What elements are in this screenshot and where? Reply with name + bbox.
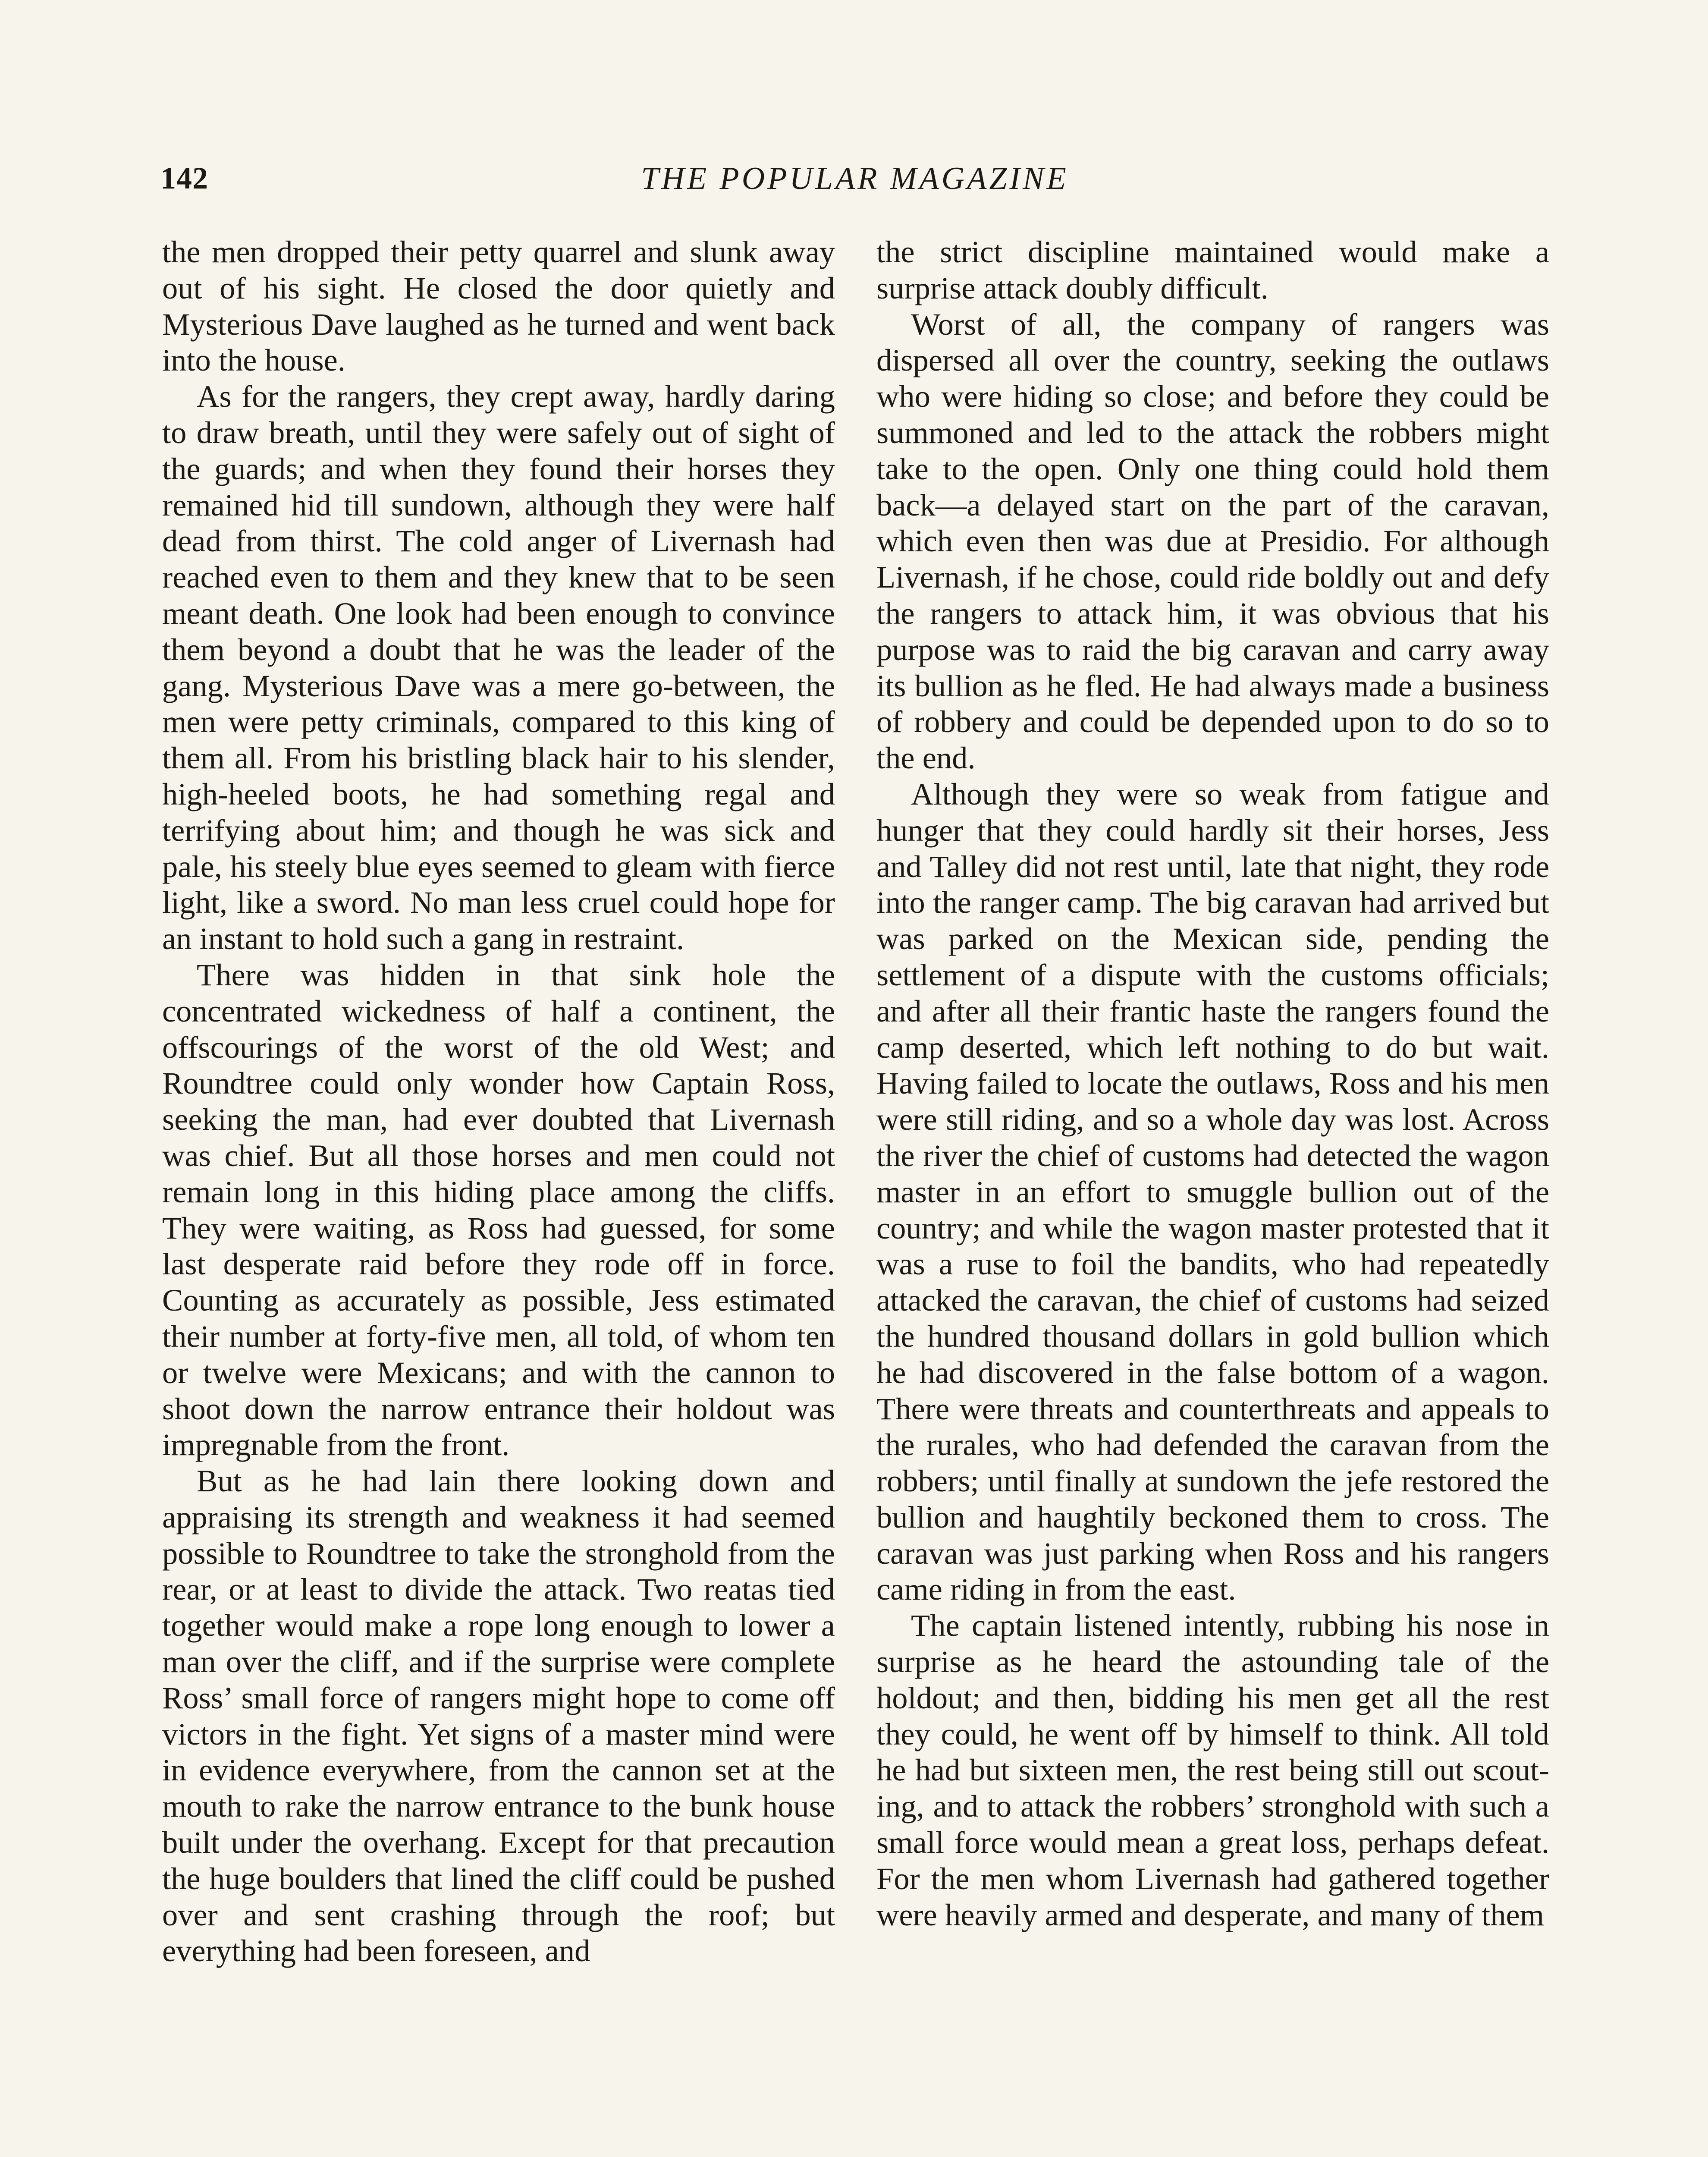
running-title: THE POPULAR MAGAZINE	[641, 161, 1069, 196]
page-header	[160, 160, 1549, 212]
right-column	[876, 234, 1549, 1933]
paragraph: There was hidden in that sink hole the concentrated wickedness of half a continent, the offscourings of the worst of the old West; and Roundtree could only wonder how Captain Ross, seeking the man, had ever doubted that Livernash was chief. But all those horses and men could not remain long in this hiding place among the cliffs. They were waiting, as Ross had guessed, for some last desperate raid before they rode off in force. Counting as accurately as possible, Jess estimated their number at forty-five men, all told, of whom ten or twelve were Mexicans; and with the cannon to shoot down the narrow entrance their holdout was impregnable from the front.	[162, 957, 835, 1462]
paragraph: the strict discipline maintained would make a surprise attack doubly difficult.	[876, 234, 1549, 305]
paragraph: Although they were so weak from fatigue and hunger that they could hardly sit their horses, Jess and Talley did not rest until, late that night, they rode into the ranger camp. The big caravan had arrived but was parked on the Mexican side, pending the settlement of a dispute with the customs officials; and after all their frantic haste the rangers found the camp deserted, which left nothing to do but wait. Having failed to locate the outlaws, Ross and his men were still riding, and so a whole day was lost. Across the river the chief of customs had detected the wagon master in an effort to smuggle bullion out of the country; and while the wagon master protested that it was a ruse to foil the bandits, who had repeatedly attacked the caravan, the chief of customs had seized the hundred thousand dollars in gold bullion which he had discovered in the false bottom of a wagon. There were threats and counterthreats and appeals to the rurales, who had defended the caravan from the robbers; until finally at sundown the jefe restored the bullion and haughtily beckoned them to cross. The caravan was just parking when Ross and his rangers came riding in from the east.	[876, 776, 1549, 1607]
paragraph: But as he had lain there looking down and appraising its strength and weakness it had seemed possible to Roundtree to take the stronghold from the rear, or at least to divide the attack. Two reatas tied together would make a rope long enough to lower a man over the cliff, and if the surprise were complete Ross’ small force of rangers might hope to come off victors in the fight. Yet signs of a master mind were in evidence everywhere, from the cannon set at the mouth to rake the narrow entrance to the bunk house built under the overhang. Except for that precaution the huge boulders that lined the cliff could be pushed over and sent crashing through the roof; but everything had been foreseen, and	[162, 1463, 835, 1968]
paragraph: Worst of all, the company of rangers was dispersed all over the country, seeking the outlaws who were hiding so close; and before they could be summoned and led to the attack the robbers might take to the open. Only one thing could hold them back—a delayed start on the part of the caravan, which even then was due at Presidio. For although Livernash, if he chose, could ride boldly out and defy the rangers to attack him, it was obvious that his purpose was to raid the big caravan and carry away its bullion as he fled. He had always made a business of robbery and could be depended upon to do so to the end.	[876, 306, 1549, 776]
paragraph: As for the rangers, they crept away, hardly daring to draw breath, until they were safely out of sight of the guards; and when they found their horses they remained hid till sundown, although they were half dead from thirst. The cold anger of Livernash had reached even to them and they knew that to be seen meant death. One look had been enough to convince them beyond a doubt that he was the leader of the gang. Mysterious Dave was a mere go-between, the men were petty criminals, compared to this king of them all. From his bristling black hair to his slender, high-heeled boots, he had something regal and terrifying about him; and though he was sick and pale, his steely blue eyes seemed to gleam with fierce light, like a sword. No man less cruel could hope for an instant to hold such a gang in restraint.	[162, 379, 835, 956]
page-number: 142	[160, 161, 208, 195]
left-column	[162, 234, 835, 1969]
paragraph: The captain listened intently, rubbing his nose in surprise as he heard the astounding tale of the holdout; and then, bidding his men get all the rest they could, he went off by himself to think. All told he had but sixteen men, the rest being still out scouting, and to attack the robbers’ stronghold with such a small force would mean a great loss, perhaps defeat. For the men whom Livernash had gathered together were heavily armed and desperate, and many of them	[876, 1608, 1549, 1932]
paragraph: the men dropped their petty quarrel and slunk away out of his sight. He closed the door quietly and Mysterious Dave laughed as he turned and went back into the house.	[162, 234, 835, 378]
